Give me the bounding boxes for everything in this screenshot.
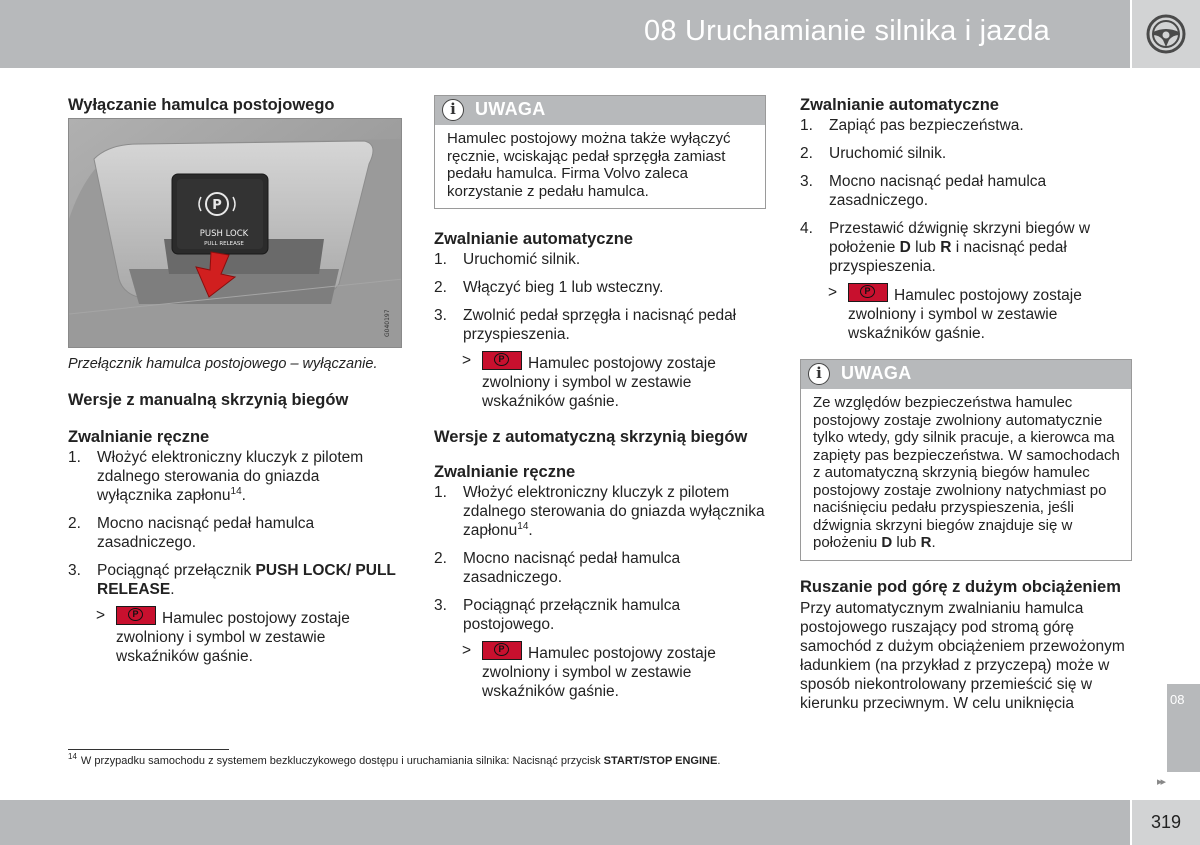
list-item: 1. Włożyć elektroniczny kluczyk z pilotem zdalnego sterowania do gniazda wyłącznika zapłonu$^{14}$. [434,484,765,539]
page-number: 319 [1151,812,1182,832]
page-header [0,0,1130,68]
procedure-heading-manual-release: Zwalnianie ręczne [434,463,576,481]
list-item: 1. Zapiąć pas bezpieczeństwa. [800,117,1024,134]
list-item: 3. Mocno nacisnąć pedał hamulca zasadniczego. [800,173,1047,209]
list-item: 1. Uruchomić silnik. [434,251,581,268]
procedure-heading-manual-release: Zwalnianie ręczne [68,428,210,446]
subsection-heading-automatic: Wersje z automatyczną skrzynią biegów [434,428,748,446]
parking-brake-symbol-icon: P [116,606,156,625]
chapter-title: 08 Uruchamianie silnika i jazda [644,15,1050,47]
note-header [435,96,765,125]
list-item: 4. Przestawić dźwignię skrzyni biegów w położenie D lub R i nacisnąć pedał przyspieszenia. [800,220,1091,275]
list-item: 1. Włożyć elektroniczny kluczyk z pilotem zdalnego sterowania do gniazda wyłącznika zapłonu$^{14}$. [68,449,364,504]
switch-illustration [69,119,402,348]
note-box [800,359,1132,561]
list-item: 3. Pociągnąć przełącznik PUSH LOCK/ PULL RELEASE. [68,562,396,598]
note-label: UWAGA [475,99,546,119]
note-header [801,360,1131,389]
footnote-rule [68,749,229,750]
result-line: > P Hamulec postojowy zostaje zwolniony i symbol w zestawie wskaźników gaśnie. [462,642,716,700]
figure-label-pull-release: PULL RELEASE [204,241,244,247]
auto-release-steps [800,116,1132,276]
subsection-heading-manual: Wersje z manualną skrzynią biegów [68,391,349,409]
svg-text:P: P [212,198,222,213]
continue-arrows-icon: ▸▸ [1157,776,1165,788]
column-right [800,95,1132,713]
figure-label-push-lock: PUSH LOCK [199,229,249,239]
note-label: UWAGA [841,363,912,383]
parking-brake-symbol-icon: P [482,351,522,370]
column-middle [434,95,766,711]
parking-brake-symbol-icon: P [482,641,522,660]
list-item: 3. Zwolnić pedał sprzęgła i nacisnąć pedał przyspieszenia. [434,307,737,343]
chapter-icon-box [1132,0,1200,68]
hill-start-paragraph: Przy automatycznym zwalnianiu hamulca postojowego ruszający pod stromą górę samochód z dużym obciążeniem przewożonym ładunkiem (na przykład z przyczepą) może w sposób niekontrolowany przemieścić się w kierunku przeciwnym. W celu uniknięcia [800,599,1125,712]
result-line: > P Hamulec postojowy zostaje zwolniony i symbol w zestawie wskaźników gaśnie. [96,607,350,665]
parking-brake-symbol-icon: P [848,283,888,302]
auto-release-steps [434,250,766,344]
list-item: 2. Uruchomić silnik. [800,145,947,162]
page-footer [0,800,1130,845]
note-box [434,95,766,209]
result-line: > P Hamulec postojowy zostaje zwolniony i symbol w zestawie wskaźników gaśnie. [828,284,1082,342]
parking-brake-switch-figure [68,118,402,348]
manual-release-steps [434,483,766,634]
result-line: > P Hamulec postojowy zostaje zwolniony i symbol w zestawie wskaźników gaśnie. [462,352,716,410]
figure-code: G040197 [384,309,391,337]
list-item: 2. Mocno nacisnąć pedał hamulca zasadniczego. [434,550,681,586]
note-text: Hamulec postojowy można także wyłączyć ręcznie, wciskając pedał sprzęgła zamiast pedału hamulca. Firma Volvo zaleca korzystanie z pedału hamulca. [447,130,731,200]
footnote: $^{14}$ W przypadku samochodu z systemem bezkluczykowego dostępu i uruchamiania silnika: Nacisnąć przycisk START/STOP ENGINE. [68,752,721,767]
manual-release-steps [68,448,398,599]
info-icon: i [442,99,464,121]
info-icon: i [808,363,830,385]
column-left [68,95,398,676]
procedure-heading-auto-release: Zwalnianie automatyczne [434,230,633,248]
note-text: Ze względów bezpieczeństwa hamulec postojowy zostaje zwolniony automatycznie tylko wtedy, gdy silnik pracuje, a kierowca ma zapięty pas bezpieczeństwa. W samochodach z automatyczną skrzynią biegów hamulec postojowy zostaje zwolniony natychmiast po naciśnięciu pedału przyspieszenia, jeśli dźwignia skrzyni biegów znajduje się w położeniu D lub R. [813,394,1120,551]
page-number-box [1132,800,1200,845]
list-item: 3. Pociągnąć przełącznik hamulca postojowego. [434,597,681,633]
steering-wheel-icon [1145,13,1187,55]
subsection-heading-hill-start: Ruszanie pod górę z dużym obciążeniem [800,577,1121,596]
procedure-heading-auto-release: Zwalnianie automatyczne [800,96,999,114]
list-item: 2. Włączyć bieg 1 lub wsteczny. [434,279,664,296]
section-heading: Wyłączanie hamulca postojowego [68,96,335,114]
figure-caption: Przełącznik hamulca postojowego – wyłączanie. [68,356,378,372]
list-item: 2. Mocno nacisnąć pedał hamulca zasadniczego. [68,515,315,551]
chapter-side-tab: 08 [1167,684,1200,772]
